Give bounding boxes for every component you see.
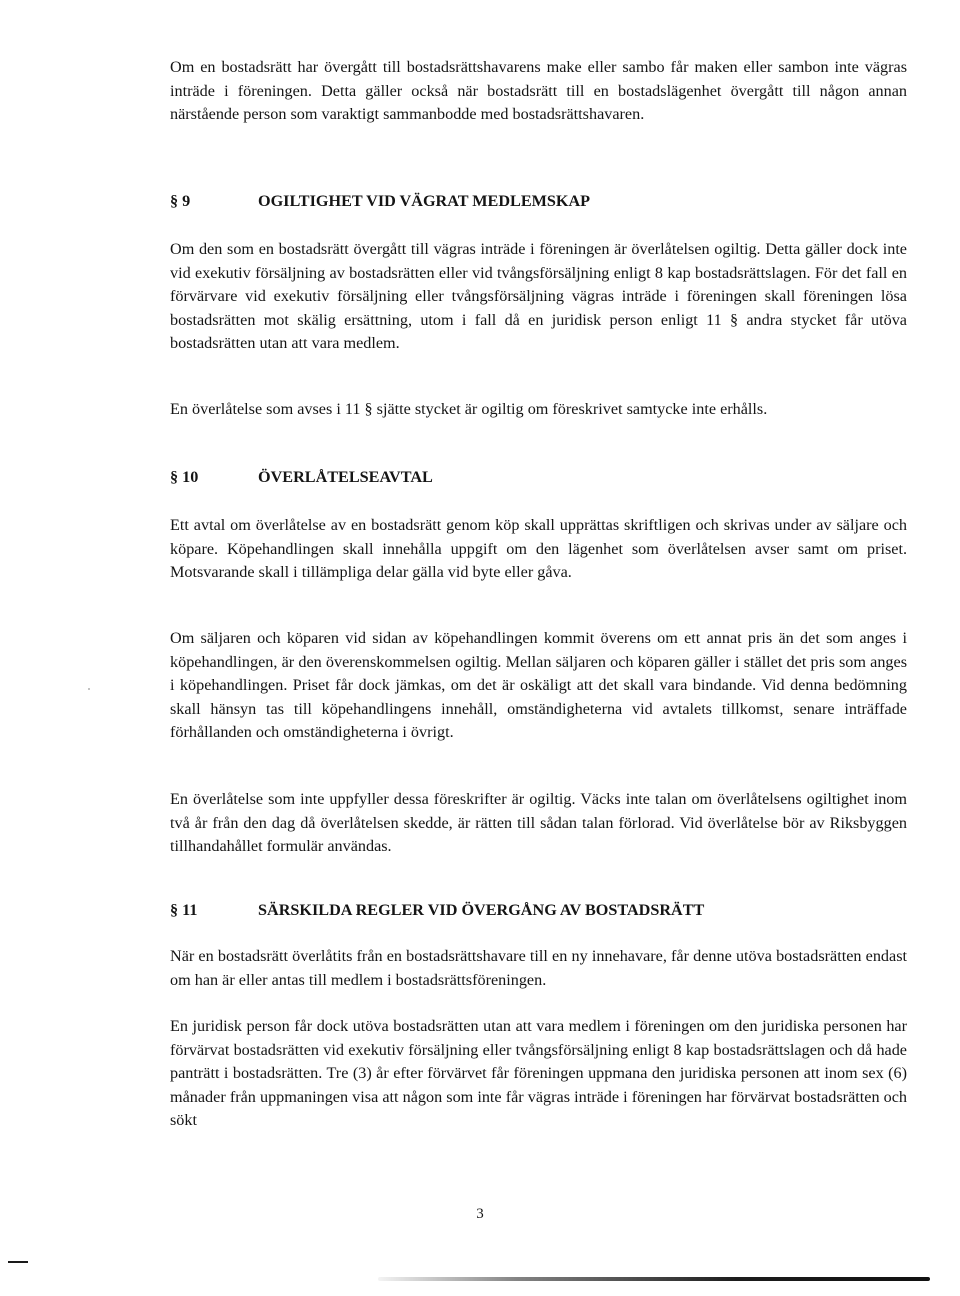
section-heading-11 xyxy=(170,898,704,922)
paragraph-legal-person: En juridisk person får dock utöva bostadsrätten utan att vara medlem i föreningen om den juridiska personen har förvärvat bostadsrätten vid exekutiv försäljning eller tvångsförsäljning enligt 8 kap bostadsrättslagen och då hade panträtt i bostadsrätten. Tre (3) år efter förvärvet får föreningen uppmana den juridiska personen att inom sex (6) månader från uppmaningen visa att någon som inte får vägras inträde i föreningen har förvärvat bostadsrätten och sökt xyxy=(170,1017,907,1130)
section-title-9: OGILTIGHET VID VÄGRAT MEDLEMSKAP xyxy=(258,192,591,210)
section-title-10: ÖVERLÅTELSEAVTAL xyxy=(258,468,433,486)
section-heading-10 xyxy=(170,465,433,489)
scan-speck xyxy=(88,688,90,690)
paragraph-written-agreement: Ett avtal om överlåtelse av en bostadsrätt genom köp skall upprättas skriftligen och skrivas under av säljare och köpare. Köpehandlingen skall innehålla uppgift om den lägenhet som överlåtelsen avser samt om priset. Motsvarande skall i tillämpliga delar gälla vid byte eller gåva. xyxy=(170,516,907,582)
paragraph-price-agreement: Om säljaren och köparen vid sidan av köpehandlingen kommit överens om ett annat pris än det som anges i köpehandlingen, är den överenskommelsen ogiltig. Mellan säljaren och köparen gäller i stället det pris som anges i köpehandlingen. Priset får dock jämkas, om det är oskäligt att det skall vara bindande. Vid denna bedömning skall hänsyn tas till köpehandlingens innehåll, omständigheterna vid avtalets tillkomst, senare inträffade förhållanden och omständigheterna i övrigt. xyxy=(170,629,907,742)
scan-margin-mark xyxy=(8,1261,28,1263)
page-number: 3 xyxy=(476,1206,484,1222)
section-number-9: § 9 xyxy=(170,192,191,210)
paragraph-spouse-transfer: Om en bostadsrätt har övergått till bostadsrättshavarens make eller sambo får maken eller sambon inte vägras inträde i föreningen. Detta gäller också när bostadsrätt till en bostadslägenhet övergått till någon annan närstående person som varaktigt sammanbodde med bostadsrättshavaren. xyxy=(170,58,907,124)
section-heading-9 xyxy=(170,189,590,213)
paragraph-invalid-transfer: Om den som en bostadsrätt övergått till vägras inträde i föreningen är överlåtelsen ogiltig. Detta gäller dock inte vid exekutiv försäljning av bostadsrätten eller vid tvångsförsäljning enligt 8 kap bostadsrättslagen. För det fall en förvärvare vid exekutiv försäljning eller tvångsförsäljning vägras inträde i föreningen skall föreningen lösa bostadsrätten mot skälig ersättning, utom i fall då en juridisk person enligt 11 § andra stycket får utöva bostadsrätten utan att vara medlem. xyxy=(170,240,907,353)
section-title-11: SÄRSKILDA REGLER VID ÖVERGÅNG AV BOSTADSRÄTT xyxy=(258,901,705,919)
paragraph-consent-required: En överlåtelse som avses i 11 § sjätte stycket är ogiltig om föreskrivet samtycke inte erhålls. xyxy=(170,400,768,418)
paragraph-invalid-transfer-deadline: En överlåtelse som inte uppfyller dessa föreskrifter är ogiltig. Väcks inte talan om överlåtelsens ogiltighet inom två år från den dag då överlåtelsen skedde, är rätten till sådan talan förlorad. Vid överlåtelse bör av Riksbyggen tillhandahållet formulär användas. xyxy=(170,790,907,856)
scan-bottom-edge-line xyxy=(378,1277,930,1281)
section-number-10: § 10 xyxy=(170,468,199,486)
paragraph-new-holder: När en bostadsrätt överlåtits från en bostadsrättshavare till en ny innehavare, får denne utöva bostadsrätten endast om han är eller antas till medlem i bostadsrättsföreningen. xyxy=(170,947,907,989)
section-number-11: § 11 xyxy=(170,901,198,919)
